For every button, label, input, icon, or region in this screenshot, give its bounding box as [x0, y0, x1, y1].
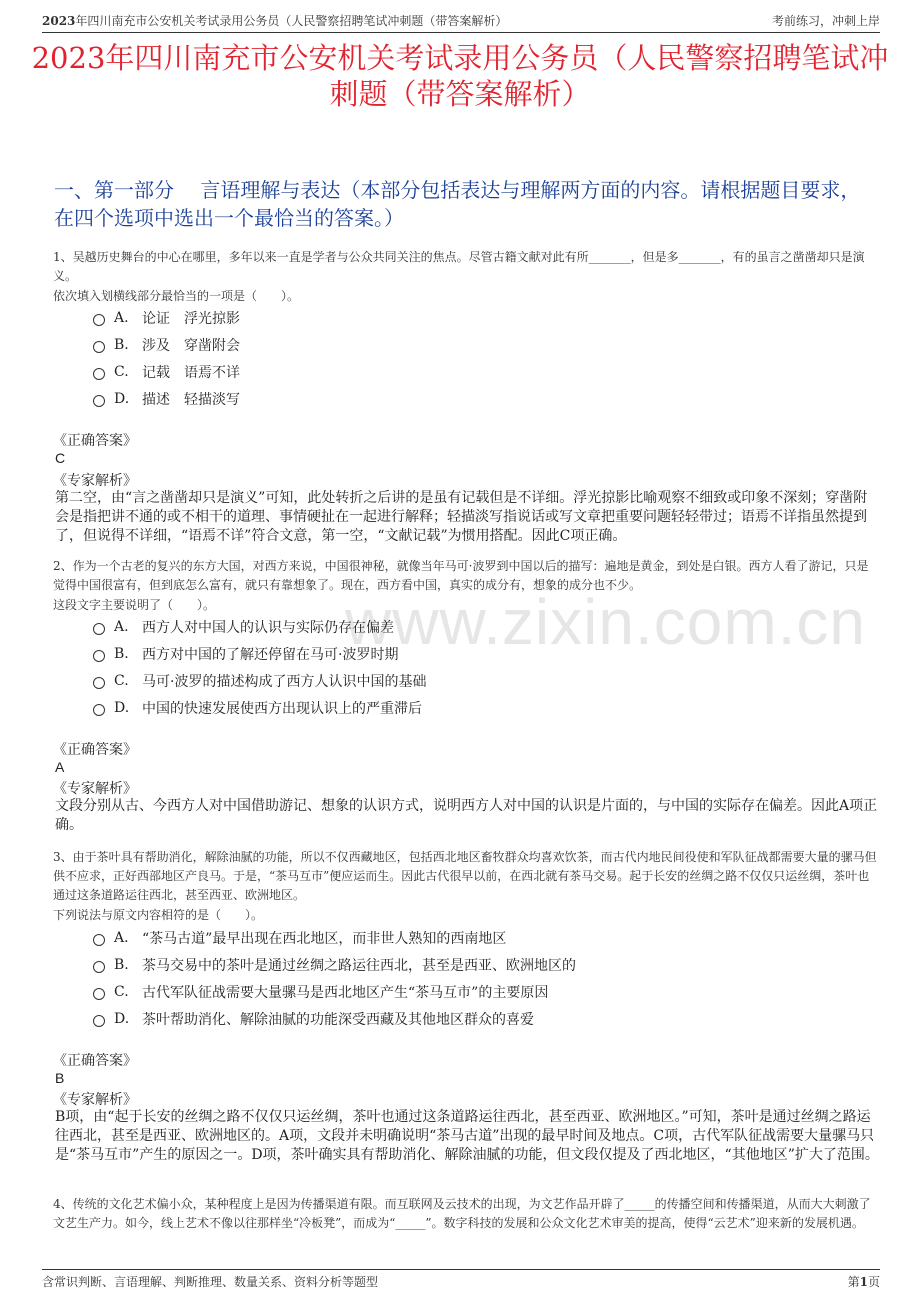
option-text: 中国的快速发展使西方出现认识上的严重滞后 [142, 701, 422, 717]
option-text: 马可·波罗的描述构成了西方人认识中国的基础 [142, 674, 427, 690]
option-text: 茶马交易中的茶叶是通过丝绸之路运往西北，甚至是西亚、欧洲地区的 [142, 958, 576, 974]
section-heading: 一、第一部分 言语理解与表达（本部分包括表达与理解两方面的内容。请根据题目要求，在四个选项中选出一个最恰当的答案。） [54, 178, 861, 230]
question-1-answer: C [55, 450, 66, 466]
page-number-value: 1 [859, 1275, 868, 1289]
watermark: www.zixin.com.cn [345, 586, 866, 658]
option-text: 论证 浮光掠影 [142, 311, 240, 327]
option-letter: C. [114, 364, 129, 380]
option-letter: B. [114, 646, 129, 662]
question-1-option-b[interactable] [93, 335, 240, 355]
question-3-stem: 3、由于茶叶具有帮助消化，解除油腻的功能，所以不仅西藏地区，包括西北地区畜牧群众均喜欢饮茶，而古代内地民间役使和军队征战都需要大量的骡马但供不应求，正好西部地区产良马。于是，“茶马互市”便应运而生。因此古代很早以前，在西北就有茶马交易。起于长安的丝绸之路不仅仅只运丝绸，茶叶也通过这条道路运往西北，甚至西亚、欧洲地区。 [53, 850, 877, 902]
radio-icon[interactable] [93, 395, 105, 407]
question-2-prompt: 这段文字主要说明了（ ）。 [53, 598, 216, 612]
header-year: 2023 [42, 14, 76, 28]
document-title: 2023年四川南充市公安机关考试录用公务员（人民警察招聘笔试冲刺题（带答案解析） [31, 41, 889, 111]
answer-label: 《正确答案》 [53, 1053, 137, 1069]
page-prefix: 第 [847, 1275, 860, 1289]
radio-icon[interactable] [93, 1015, 105, 1027]
option-text: 西方人对中国人的认识与实际仍存在偏差 [142, 620, 394, 636]
radio-icon[interactable] [93, 704, 105, 716]
radio-icon[interactable] [93, 934, 105, 946]
question-2-analysis: 文段分别从古、今西方人对中国借助游记、想象的认识方式，说明西方人对中国的认识是片面的，与中国的实际存在偏差。因此A项正确。 [55, 798, 878, 833]
header-slogan: 考前练习，冲刺上岸 [771, 14, 880, 28]
question-3-prompt: 下列说法与原文内容相符的是（ ）。 [53, 908, 264, 922]
question-3-analysis: B项，由“起于长安的丝绸之路不仅仅只运丝绸，茶叶也通过这条道路运往西北，甚至西亚、欧洲地区。”可知，茶叶是通过丝绸之路运往西北，甚至是西亚、欧洲地区的。A项，文段并未明确说明“茶马古道”出现的最早时间及地点。C项，古代军队征战需要大量骡马只是“茶马互市”产生的原因之一。D项，茶叶确实具有帮助消化、解除油腻的功能，但文段仅提及了西北地区，“其他地区”扩大了范围。 [55, 1109, 879, 1163]
question-1-prompt: 依次填入划横线部分最恰当的一项是（ ）。 [53, 289, 300, 303]
option-letter: B. [114, 337, 129, 353]
page-header [42, 0, 880, 33]
question-1-option-c[interactable] [93, 362, 240, 382]
question-2-option-c[interactable] [93, 671, 426, 691]
radio-icon[interactable] [93, 961, 105, 973]
question-3-answer: B [55, 1070, 65, 1086]
header-title-rest: 年四川南充市公安机关考试录用公务员（人民警察招聘笔试冲刺题（带答案解析） [75, 14, 508, 28]
question-1-analysis: 第二空，由“言之凿凿却只是演义”可知，此处转折之后讲的是虽有记载但是不详细。浮光掠影比喻观察不细致或印象不深刻；穿凿附会是指把讲不通的或不相干的道理、事情硬扯在一起进行解释；轻描淡写指说话或写文章把重要问题轻轻带过；语焉不详指虽然提到了，但说得不详细，“语焉不详”符合文意，第一空，“文献记载”为惯用搭配。因此C项正确。 [55, 490, 868, 544]
question-3-option-a[interactable] [93, 928, 506, 948]
header-title [42, 12, 507, 29]
question-2-option-a[interactable] [93, 617, 394, 637]
option-text: 古代军队征战需要大量骡马是西北地区产生“茶马互市”的主要原因 [142, 985, 549, 1001]
option-text: 西方对中国的了解还停留在马可·波罗时期 [142, 647, 399, 663]
question-2-answer: A [55, 759, 65, 775]
option-letter: A. [114, 930, 129, 946]
analysis-label: 《专家解析》 [53, 473, 137, 489]
option-text: 记载 语焉不详 [142, 365, 240, 381]
question-3-option-c[interactable] [93, 982, 548, 1002]
question-3-option-b[interactable] [93, 955, 576, 975]
radio-icon[interactable] [93, 677, 105, 689]
radio-icon[interactable] [93, 988, 105, 1000]
option-letter: C. [114, 673, 129, 689]
option-letter: B. [114, 957, 129, 973]
radio-icon[interactable] [93, 314, 105, 326]
analysis-label: 《专家解析》 [53, 1092, 137, 1108]
radio-icon[interactable] [93, 368, 105, 380]
option-letter: A. [114, 619, 129, 635]
question-1-option-d[interactable] [93, 389, 240, 409]
question-2-option-b[interactable] [93, 644, 398, 664]
analysis-label: 《专家解析》 [53, 781, 137, 797]
answer-label: 《正确答案》 [53, 742, 137, 758]
page-number [848, 1273, 880, 1290]
option-text: 茶叶帮助消化、解除油腻的功能深受西藏及其他地区群众的喜爱 [142, 1012, 534, 1028]
page-footer [42, 1269, 880, 1299]
radio-icon[interactable] [93, 650, 105, 662]
option-letter: A. [114, 310, 129, 326]
option-letter: D. [114, 700, 130, 716]
radio-icon[interactable] [93, 341, 105, 353]
radio-icon[interactable] [93, 623, 105, 635]
footer-description: 含常识判断、言语理解、判断推理、数量关系、资料分析等题型 [42, 1275, 379, 1289]
question-1-option-a[interactable] [93, 308, 240, 328]
question-1-stem: 1、吴越历史舞台的中心在哪里，多年以来一直是学者与公众共同关注的焦点。尽管古籍文献对此有所_______，但是多_______，有的虽言之凿凿却只是演义。 [53, 250, 865, 283]
question-4-stem: 4、传统的文化艺术偏小众，某种程度上是因为传播渠道有限。而互联网及云技术的出现，为文艺作品开辟了_____的传播空间和传播渠道，从而大大刺激了文艺生产力。如今，线上艺术不像以往那样坐“冷板凳”，而成为“_____”。数字科技的发展和公众文化艺术审美的提高，使得“云艺术”迎来新的发展机遇。 [53, 1197, 871, 1230]
option-text: 描述 轻描淡写 [142, 392, 240, 408]
question-2-stem: 2、作为一个古老的复兴的东方大国，对西方来说，中国很神秘，就像当年马可·波罗到中国以后的描写：遍地是黄金，到处是白银。西方人看了游记，只是觉得中国很富有，但到底怎么富有，就只有靠想象了。现在，西方看中国，真实的成分有，想象的成分也不少。 [53, 559, 869, 592]
option-letter: C. [114, 984, 129, 1000]
question-3-option-d[interactable] [93, 1009, 534, 1029]
option-letter: D. [114, 391, 130, 407]
page-suffix: 页 [867, 1275, 880, 1289]
question-2-option-d[interactable] [93, 698, 422, 718]
option-letter: D. [114, 1011, 130, 1027]
answer-label: 《正确答案》 [53, 433, 137, 449]
option-text: “茶马古道”最早出现在西北地区，而非世人熟知的西南地区 [142, 931, 507, 947]
option-text: 涉及 穿凿附会 [142, 338, 240, 354]
